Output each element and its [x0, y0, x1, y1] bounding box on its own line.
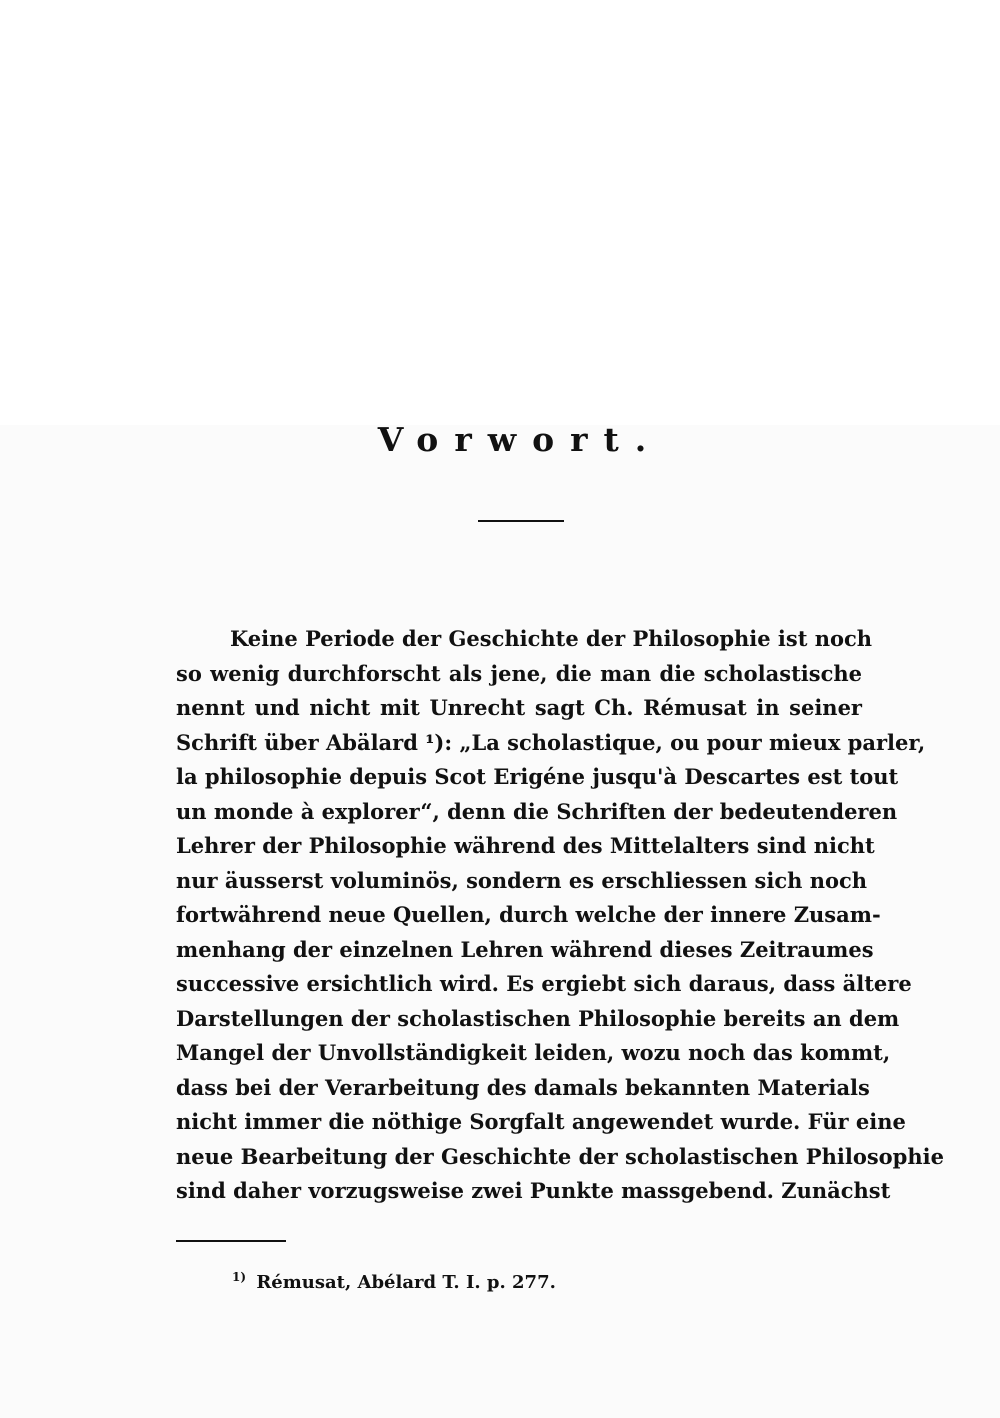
- text-line: Lehrer der Philosophie während des Mittelalters sind nicht: [176, 833, 875, 858]
- text-line: sind daher vorzugsweise zwei Punkte massgebend. Zunächst: [176, 1178, 891, 1203]
- text-line: nur äusserst voluminös, sondern es erschliessen sich noch: [176, 867, 868, 893]
- text-line: fortwährend neue Quellen, durch welche der innere Zusam-: [176, 902, 881, 927]
- text-line: Mangel der Unvollständigkeit leiden, wozu noch das kommt,: [176, 1040, 891, 1065]
- footnote-marker: 1): [232, 1270, 247, 1284]
- text-line: Darstellungen der scholastischen Philosophie bereits an dem: [176, 1005, 900, 1031]
- page-title: Vorwort.: [377, 420, 663, 459]
- text-line: nicht immer die nöthige Sorgfalt angewendet wurde. Für eine: [176, 1109, 906, 1134]
- text-line: un monde à explorer“, denn die Schriften der bedeutenderen: [176, 798, 898, 824]
- text-line: neue Bearbeitung der Geschichte der scholastischen Philosophie: [176, 1143, 944, 1169]
- text-line: Keine Periode der Geschichte der Philosophie ist noch: [230, 626, 873, 651]
- body-paragraph: [176, 622, 944, 1209]
- footnote-divider: [176, 1240, 286, 1242]
- text-line: la philosophie depuis Scot Erigéne jusqu'à Descartes est tout: [176, 764, 899, 789]
- title-divider: [478, 520, 564, 522]
- text-line: dass bei der Verarbeitung des damals bekannten Materials: [176, 1074, 870, 1100]
- text-line: menhang der einzelnen Lehren während dieses Zeitraumes: [176, 936, 874, 962]
- text-line: nennt und nicht mit Unrecht sagt Ch. Rémusat in seiner: [176, 695, 862, 720]
- footnote-text: Rémusat, Abélard T. I. p. 277.: [256, 1272, 556, 1293]
- footnote: [232, 1270, 556, 1293]
- text-line: so wenig durchforscht als jene, die man die scholastische: [176, 660, 862, 686]
- text-line: successive ersichtlich wird. Es ergiebt sich daraus, dass ältere: [176, 971, 912, 996]
- text-line: Schrift über Abälard ¹): „La scholastique, ou pour mieux parler,: [176, 729, 926, 755]
